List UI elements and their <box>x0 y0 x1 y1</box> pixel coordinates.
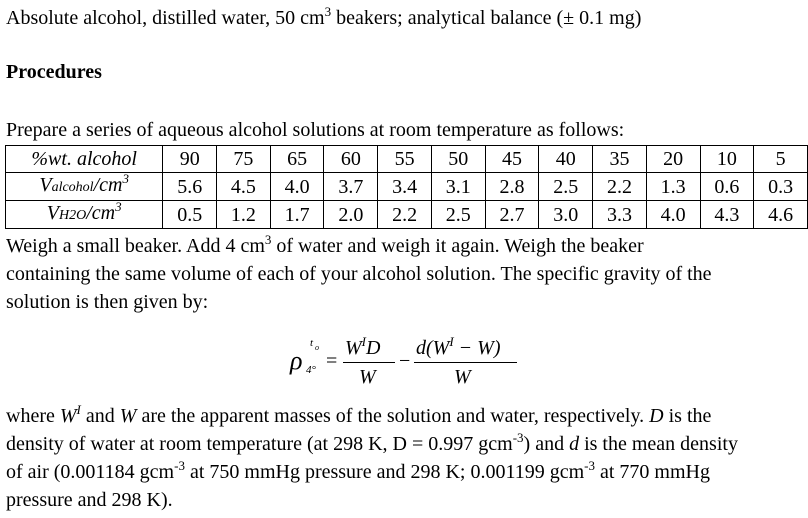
table-cell: 20 <box>646 146 700 173</box>
table-cell: 1.3 <box>646 173 700 201</box>
section-heading: Procedures <box>6 61 102 83</box>
paragraph-line <box>6 234 644 260</box>
table-cell: 0.6 <box>700 173 754 201</box>
label-unit: /cm <box>93 174 123 196</box>
where-text: is the mean density <box>579 433 738 455</box>
num1-sup: I <box>361 334 367 349</box>
table-cell: 45 <box>485 146 539 173</box>
row-label-wt-alcohol: %wt. alcohol <box>6 146 163 173</box>
table-cell: 3.1 <box>431 173 485 201</box>
table-row-wt-alcohol <box>6 146 808 173</box>
table-cell: 2.5 <box>431 201 485 229</box>
where-var: d <box>569 433 580 455</box>
table-cell: 2.2 <box>378 201 432 229</box>
paragraph-line: containing the same volume of each of your alcohol solution. The specific gravity of the <box>6 263 712 285</box>
table-cell: 50 <box>431 146 485 173</box>
num2-sup: I <box>449 334 454 349</box>
materials-sup: 3 <box>324 4 332 19</box>
table-cell: 4.0 <box>270 173 324 201</box>
table-cell: 35 <box>593 146 647 173</box>
table-cell: 60 <box>324 146 378 173</box>
table-cell: 0.5 <box>163 201 217 229</box>
materials-text: Absolute alcohol, distilled water, 50 cm <box>6 7 325 29</box>
rho-superscript: t <box>310 337 314 349</box>
paragraph-sup: 3 <box>264 232 272 247</box>
table-cell: 4.3 <box>700 201 754 229</box>
label-unit: /cm <box>86 202 116 224</box>
equals-sign: = <box>326 350 338 372</box>
table-cell: 2.5 <box>539 173 593 201</box>
table-cell: 5 <box>754 146 808 173</box>
label-main: V <box>46 202 59 224</box>
fraction-bar-2 <box>414 362 517 363</box>
table-cell: 1.2 <box>217 201 271 229</box>
materials-line <box>6 6 641 32</box>
where-text: density of water at room temperature (at 298 K, D = 0.997 gcm <box>6 433 513 455</box>
paragraph-text-2: of water and weigh it again. Weigh the beaker <box>271 235 644 257</box>
where-var: W <box>119 405 137 427</box>
table-row-v-water <box>6 201 808 229</box>
table-cell: 10 <box>700 146 754 173</box>
row-label-v-water <box>6 201 163 229</box>
row-label-v-alcohol <box>6 173 163 201</box>
table-cell: 2.8 <box>485 173 539 201</box>
table-cell: 40 <box>539 146 593 173</box>
where-line: pressure and 298 K). <box>6 489 173 511</box>
minus-sign: − <box>399 350 411 372</box>
rho-superscript-sub: o <box>315 343 319 352</box>
table-cell: 4.5 <box>217 173 271 201</box>
rho-subscript: 4° <box>306 364 316 376</box>
table-cell: 3.7 <box>324 173 378 201</box>
denominator-1: W <box>359 366 376 388</box>
rho-symbol: ρ <box>290 346 303 375</box>
numerator-1 <box>345 334 381 360</box>
where-line <box>6 432 738 458</box>
num2-a: d(W <box>416 337 450 359</box>
materials-text-2: beakers; analytical balance (± 0.1 mg) <box>331 7 642 29</box>
where-text: ) and <box>523 433 570 455</box>
label-sub: alcohol <box>51 180 94 195</box>
table-cell: 75 <box>217 146 271 173</box>
table-cell: 2.0 <box>324 201 378 229</box>
table-cell: 90 <box>163 146 217 173</box>
num1-d: D <box>366 337 381 359</box>
denominator-2: W <box>454 366 471 388</box>
table-cell: 2.2 <box>593 173 647 201</box>
where-sup: -3 <box>512 430 524 445</box>
table-cell: 55 <box>378 146 432 173</box>
where-text: of air (0.001184 gcm <box>6 461 175 483</box>
where-sup: -3 <box>584 458 595 473</box>
numerator-2 <box>416 334 501 360</box>
table-cell: 3.4 <box>378 173 432 201</box>
where-text: is the <box>663 405 712 427</box>
label-main: V <box>39 174 52 196</box>
label-sup: 3 <box>122 171 129 186</box>
table-cell: 3.0 <box>539 201 593 229</box>
table-cell: 1.7 <box>270 201 324 229</box>
where-line <box>6 460 710 486</box>
where-text: at 770 mmHg <box>595 461 710 483</box>
where-var-sup: I <box>76 402 81 417</box>
table-row-v-alcohol <box>6 173 808 201</box>
table-cell: 0.3 <box>754 173 808 201</box>
where-text: where <box>6 405 60 427</box>
table-cell: 3.3 <box>593 201 647 229</box>
table-cell: 5.6 <box>163 173 217 201</box>
table-cell: 2.7 <box>485 201 539 229</box>
label-sub: H2O <box>58 208 87 223</box>
where-text: and <box>80 405 120 427</box>
label-sup: 3 <box>115 199 122 214</box>
fraction-bar-1 <box>343 362 395 363</box>
where-text: at 750 mmHg pressure and 298 K; 0.001199 gcm <box>184 461 585 483</box>
solutions-table <box>5 145 808 229</box>
where-sup: -3 <box>174 458 185 473</box>
table-cell: 4.6 <box>754 201 808 229</box>
num2-b: − W) <box>453 337 501 359</box>
intro-text: Prepare a series of aqueous alcohol solutions at room temperature as follows: <box>6 119 625 141</box>
num1-w: W <box>345 337 362 359</box>
table-cell: 4.0 <box>646 201 700 229</box>
where-var: D <box>649 405 664 427</box>
table-cell: 65 <box>270 146 324 173</box>
where-text: are the apparent masses of the solution and water, respectively. <box>136 405 650 427</box>
paragraph-line: solution is then given by: <box>6 291 209 313</box>
where-line <box>6 404 711 430</box>
where-var: W <box>59 405 77 427</box>
paragraph-text: Weigh a small beaker. Add 4 cm <box>6 235 265 257</box>
